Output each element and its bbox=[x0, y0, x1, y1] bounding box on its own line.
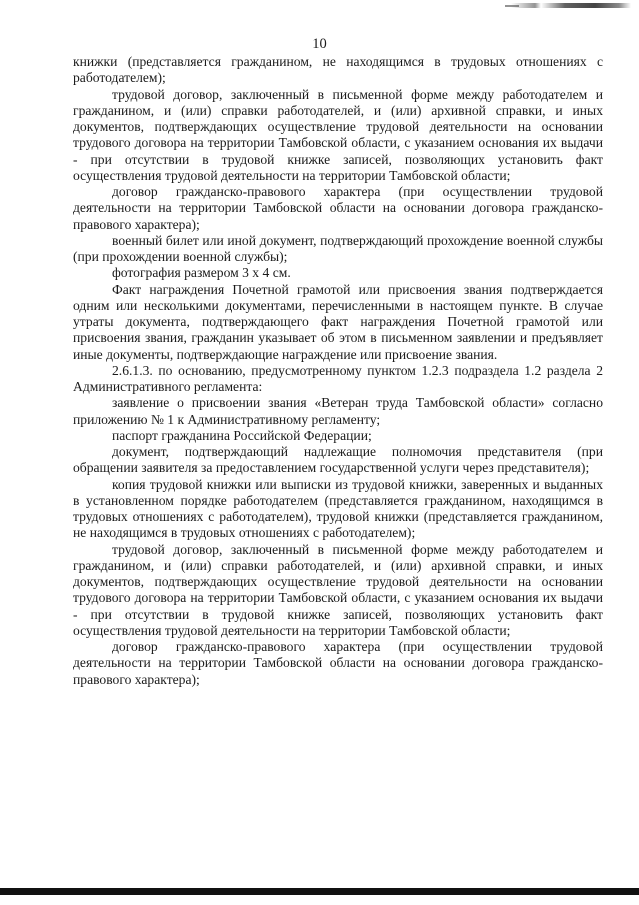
paragraph: паспорт гражданина Российской Федерации; bbox=[112, 427, 372, 443]
scan-artifact bbox=[511, 3, 631, 8]
paragraph: договор гражданско-правового характера (при осуществлении трудовой деятельности на территории Тамбовской области на основании договора гражданско-правового характера); bbox=[73, 639, 603, 687]
paragraph: Факт награждения Почетной грамотой или присвоения звания подтверждается одним или несколькими документами, перечисленными в настоящем пункте. В случае утраты документа, подтверждающего факт награждения Почетной грамотой или присвоения звания, гражданин указывает об этом в письменном заявлении и предъявляет иные документы, подтверждающие награждение или присвоение звания. bbox=[73, 281, 603, 362]
paragraph: фотография размером 3 х 4 см. bbox=[112, 265, 291, 281]
paragraph: трудовой договор, заключенный в письменной форме между работодателем и гражданином, и (или) справки работодателей, и (или) архивной справки, и иных документов, подтверждающих осуществление трудовой деятельности на основании трудового договора на территории Тамбовской области, с указанием основания их выдачи - при отсутствии в трудовой книжке записей, позволяющих установить факт осуществления трудовой деятельности на территории Тамбовской области; bbox=[73, 541, 603, 638]
scan-artifact bbox=[505, 5, 519, 7]
scan-bottom-edge bbox=[0, 888, 639, 895]
paragraph: копия трудовой книжки или выписки из трудовой книжки, заверенных и выданных в установленном порядке работодателем (представляется гражданином, находящимся в трудовых отношениях с работодателем), трудовой книжки (представляется гражданином, не находящимся в трудовых отношениях с работодателем); bbox=[73, 476, 603, 541]
paragraph: трудовой договор, заключенный в письменной форме между работодателем и гражданином, и (или) справки работодателей, и (или) архивной справки, и иных документов, подтверждающих осуществление трудовой деятельности на основании трудового договора на территории Тамбовской области, с указанием основания их выдачи - при отсутствии в трудовой книжке записей, позволяющих установить факт осуществления трудовой деятельности на территории Тамбовской области; bbox=[73, 86, 603, 183]
paragraph: документ, подтверждающий надлежащие полномочия представителя (при обращении заявителя за предоставлением государственной услуги через представителя); bbox=[73, 444, 603, 476]
paragraph: 2.6.1.3. по основанию, предусмотренному пунктом 1.2.3 подраздела 1.2 раздела 2 Административного регламента: bbox=[73, 362, 603, 394]
paragraph: договор гражданско-правового характера (при осуществлении трудовой деятельности на территории Тамбовской области на основании договора гражданско-правового характера); bbox=[73, 184, 603, 232]
paragraph: военный билет или иной документ, подтверждающий прохождение военной службы (при прохождении военной службы); bbox=[73, 232, 603, 264]
paragraph: заявление о присвоении звания «Ветеран труда Тамбовской области» согласно приложению № 1 к Административному регламенту; bbox=[73, 395, 603, 427]
paragraph: книжки (представляется гражданином, не находящимся в трудовых отношениях с работодателем); bbox=[73, 54, 603, 86]
page-number: 10 bbox=[312, 36, 327, 52]
document-body bbox=[73, 54, 603, 688]
